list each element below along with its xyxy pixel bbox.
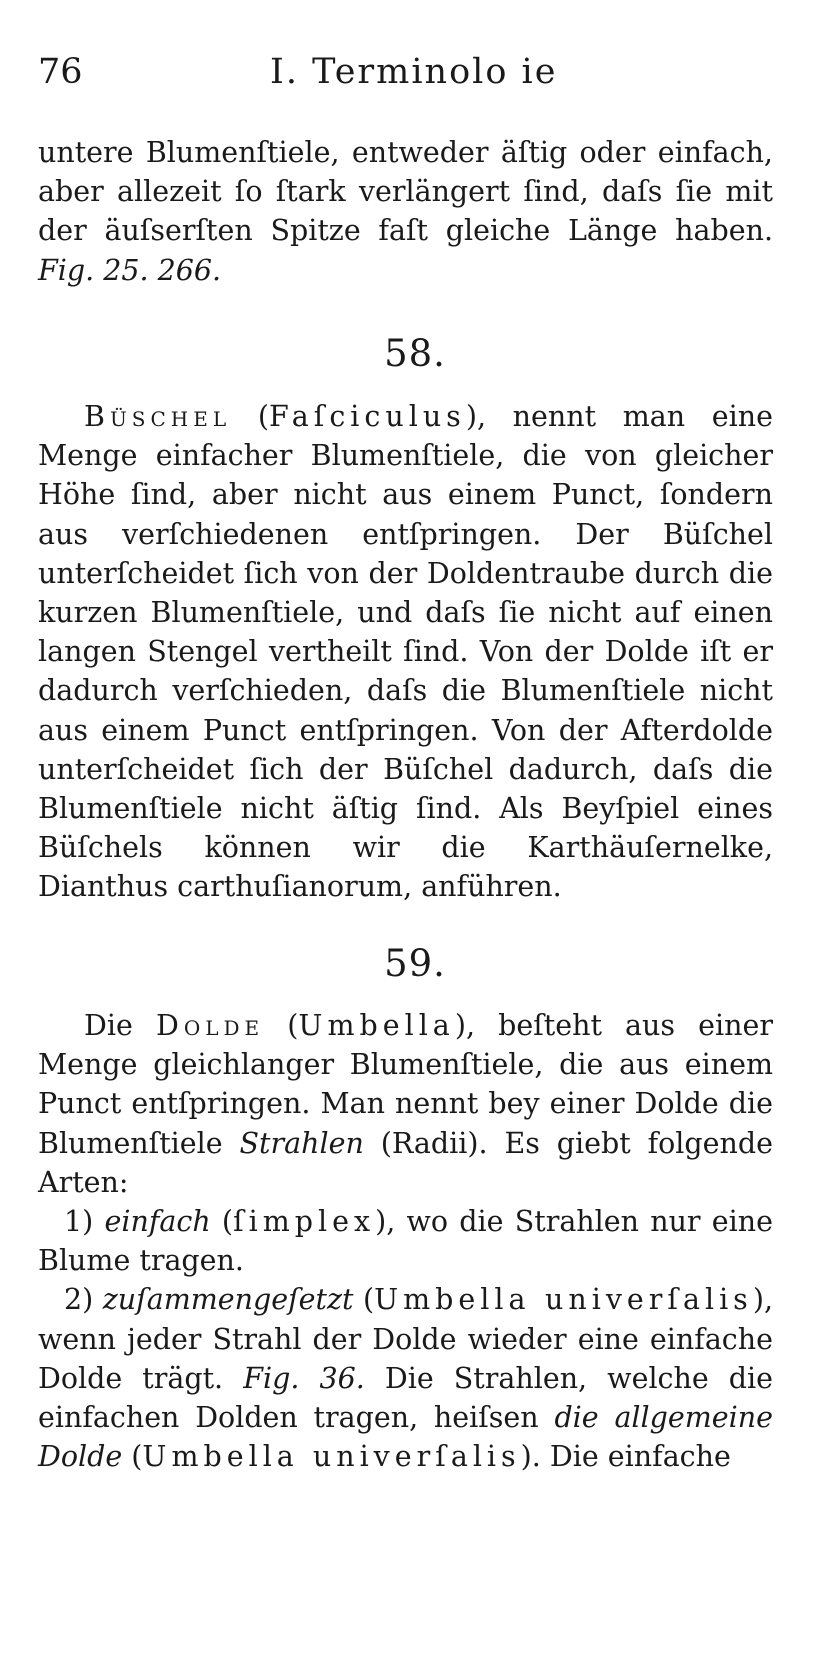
- term-dolde: Dolde: [155, 1009, 265, 1042]
- section-58-text: , nennt man eine Menge einfacher Blumenſtiele, die von gleicher Höhe ſind, aber nicht aus einem Punct, ſondern aus verſchiedenen entſpringen. Der Büſchel unterſcheidet ſich von der Doldentraube durch die kurzen Blumenſtiele, und daſs ſie nicht auf einen langen Stengel vertheilt ſind. Von der Dolde iſt er dadurch verſchieden, daſs die Blumenſtiele nicht aus einem Punct entſpringen. Von der Afterdolde unterſcheidet ſich der Büſchel dadurch, daſs die Blumenſtiele nicht äſtig ſind. Als Beyſpiel eines Büſchels können wir die Karthäuſernelke, Dianthus carthuſianorum, anführen.: [38, 400, 773, 904]
- intro-word: Die: [84, 1009, 133, 1042]
- section-59-intro-end: . Es giebt folgende Arten:: [38, 1126, 773, 1199]
- item-latin: ſimplex: [233, 1205, 376, 1239]
- item-latin: Umbella univerſalis: [374, 1283, 753, 1317]
- page-header: [38, 52, 758, 102]
- figure-reference: Fig. 25. 266.: [38, 253, 222, 287]
- section-number-58: 58.: [384, 332, 446, 375]
- item-number: 2): [64, 1283, 94, 1317]
- term-allgemeine-dolde: die allgemeine Dolde: [38, 1401, 773, 1474]
- item-text-end: . Die einfache: [531, 1440, 731, 1474]
- section-59-paragraph: Die Dolde (Umbella), beſteht aus einer Menge gleichlanger Blumenſtiele, die aus einem Punct entſpringen. Man nennt bey einer Dolde die Blumenſtiele Strahlen (Radii). Es giebt folgende Arten: 1) einfach (ſimplex), wo die Strahlen nur eine Blume tragen. 2) zuſammengeſetzt (Umbella univerſalis), wenn jeder Strahl der Dolde wieder eine einfache Dolde trägt. Fig. 36. Die Strahlen, welche die einfachen Dolden tragen, heiſsen die allgemeine Dolde (Umbella univerſalis). Die einfache: [38, 1006, 773, 1476]
- list-item: 2) zuſammengeſetzt (Umbella univerſalis), wenn jeder Strahl der Dolde wieder eine einfache Dolde trägt. Fig. 36. Die Strahlen, welche die einfachen Dolden tragen, heiſsen die allgemeine Dolde (Umbella univerſalis). Die einfache: [38, 1283, 774, 1474]
- latin-term-fasciculus: Faſciculus: [268, 400, 466, 433]
- section-number-59: 59.: [384, 942, 446, 985]
- figure-reference: Fig. 36.: [243, 1361, 365, 1395]
- page-number: 76: [38, 52, 83, 92]
- item-text-continued: Die Strahlen, welche die einfachen Dolden tragen, heiſsen: [38, 1361, 774, 1435]
- item-text: , wenn jeder Strahl der Dolde wieder eine einfache Dolde trägt.: [38, 1283, 773, 1395]
- term-strahlen: Strahlen: [239, 1126, 364, 1160]
- list-item: 1) einfach (ſimplex), wo die Strahlen nur eine Blume tragen.: [38, 1205, 773, 1278]
- running-head: I. Terminolo ie: [270, 52, 558, 92]
- term-buschel: Büschel: [84, 400, 232, 433]
- continued-text: untere Blumenſtiele, entweder äſtig oder einfach, aber allezeit ſo ſtark verlängert ſind, daſs ſie mit der äuſserſten Spitze faſt gleiche Länge haben.: [38, 136, 773, 248]
- section-59-intro: , beſteht aus einer Menge gleichlanger Blumenſtiele, die aus einem Punct entſpringen. Man nennt bey einer Dolde die Blumenſtiele: [38, 1009, 773, 1160]
- item-number: 1): [64, 1205, 94, 1239]
- latin-term-radii: (Radii): [380, 1126, 479, 1160]
- item-text: , wo die Strahlen nur eine Blume tragen.: [38, 1205, 773, 1278]
- continued-paragraph: [38, 133, 773, 290]
- latin-term-umbella: Umbella: [298, 1009, 455, 1042]
- latin-term-umbella-universalis: Umbella univerſalis: [142, 1440, 521, 1474]
- item-name: zuſammengeſetzt: [102, 1283, 354, 1317]
- section-58-paragraph: Büschel (Faſciculus), nennt man eine Menge einfacher Blumenſtiele, die von gleicher Höhe ſind, aber nicht aus einem Punct, ſondern aus verſchiedenen entſpringen. Der Büſchel unterſcheidet ſich von der Doldentraube durch die kurzen Blumenſtiele, und daſs ſie nicht auf einen langen Stengel vertheilt ſind. Von der Dolde iſt er dadurch verſchieden, daſs die Blumenſtiele nicht aus einem Punct entſpringen. Von der Afterdolde unterſcheidet ſich der Büſchel dadurch, daſs die Blumenſtiele nicht äſtig ſind. Als Beyſpiel eines Büſchels können wir die Karthäuſernelke, Dianthus carthuſianorum, anführen.: [38, 400, 773, 904]
- item-name: einfach: [104, 1205, 211, 1239]
